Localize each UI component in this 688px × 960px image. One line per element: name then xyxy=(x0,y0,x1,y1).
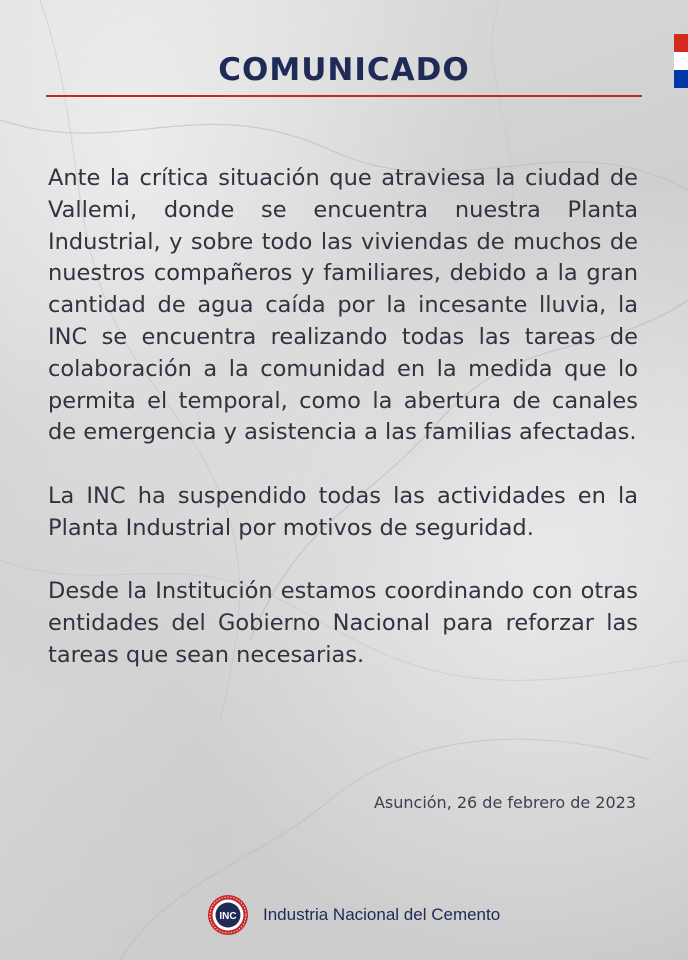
announcement-body xyxy=(48,163,638,704)
organization-name: Industria Nacional del Cemento xyxy=(263,905,501,924)
paragraph: Desde la Institución estamos coordinando con otras entidades del Gobierno Nacional para reforzar las tareas que sean necesarias. xyxy=(48,578,638,668)
place-date: Asunción, 26 de febrero de 2023 xyxy=(373,793,636,812)
title-divider xyxy=(46,95,642,97)
paragraph: Ante la crítica situación que atraviesa la ciudad de Vallemi, donde se encuentra nuestra Planta Industrial, y sobre todo las viviendas de muchos de nuestros compañeros y familiares, debido a la gran cantidad de agua caída por la incesante lluvia, la INC se encuentra realizando todas las tareas de colaboración a la comunidad en la medida que lo permita el temporal, como la abertura de canales de emergencia y asistencia a las familias afectadas. xyxy=(48,165,638,446)
footer xyxy=(207,893,500,937)
inc-logo-icon xyxy=(207,894,249,936)
paragraph: La INC ha suspendido todas las actividades en la Planta Industrial por motivos de seguridad. xyxy=(48,482,638,541)
flag-red-band xyxy=(674,34,688,52)
page-title: COMUNICADO xyxy=(218,52,470,88)
logo-text: INC xyxy=(219,911,237,922)
